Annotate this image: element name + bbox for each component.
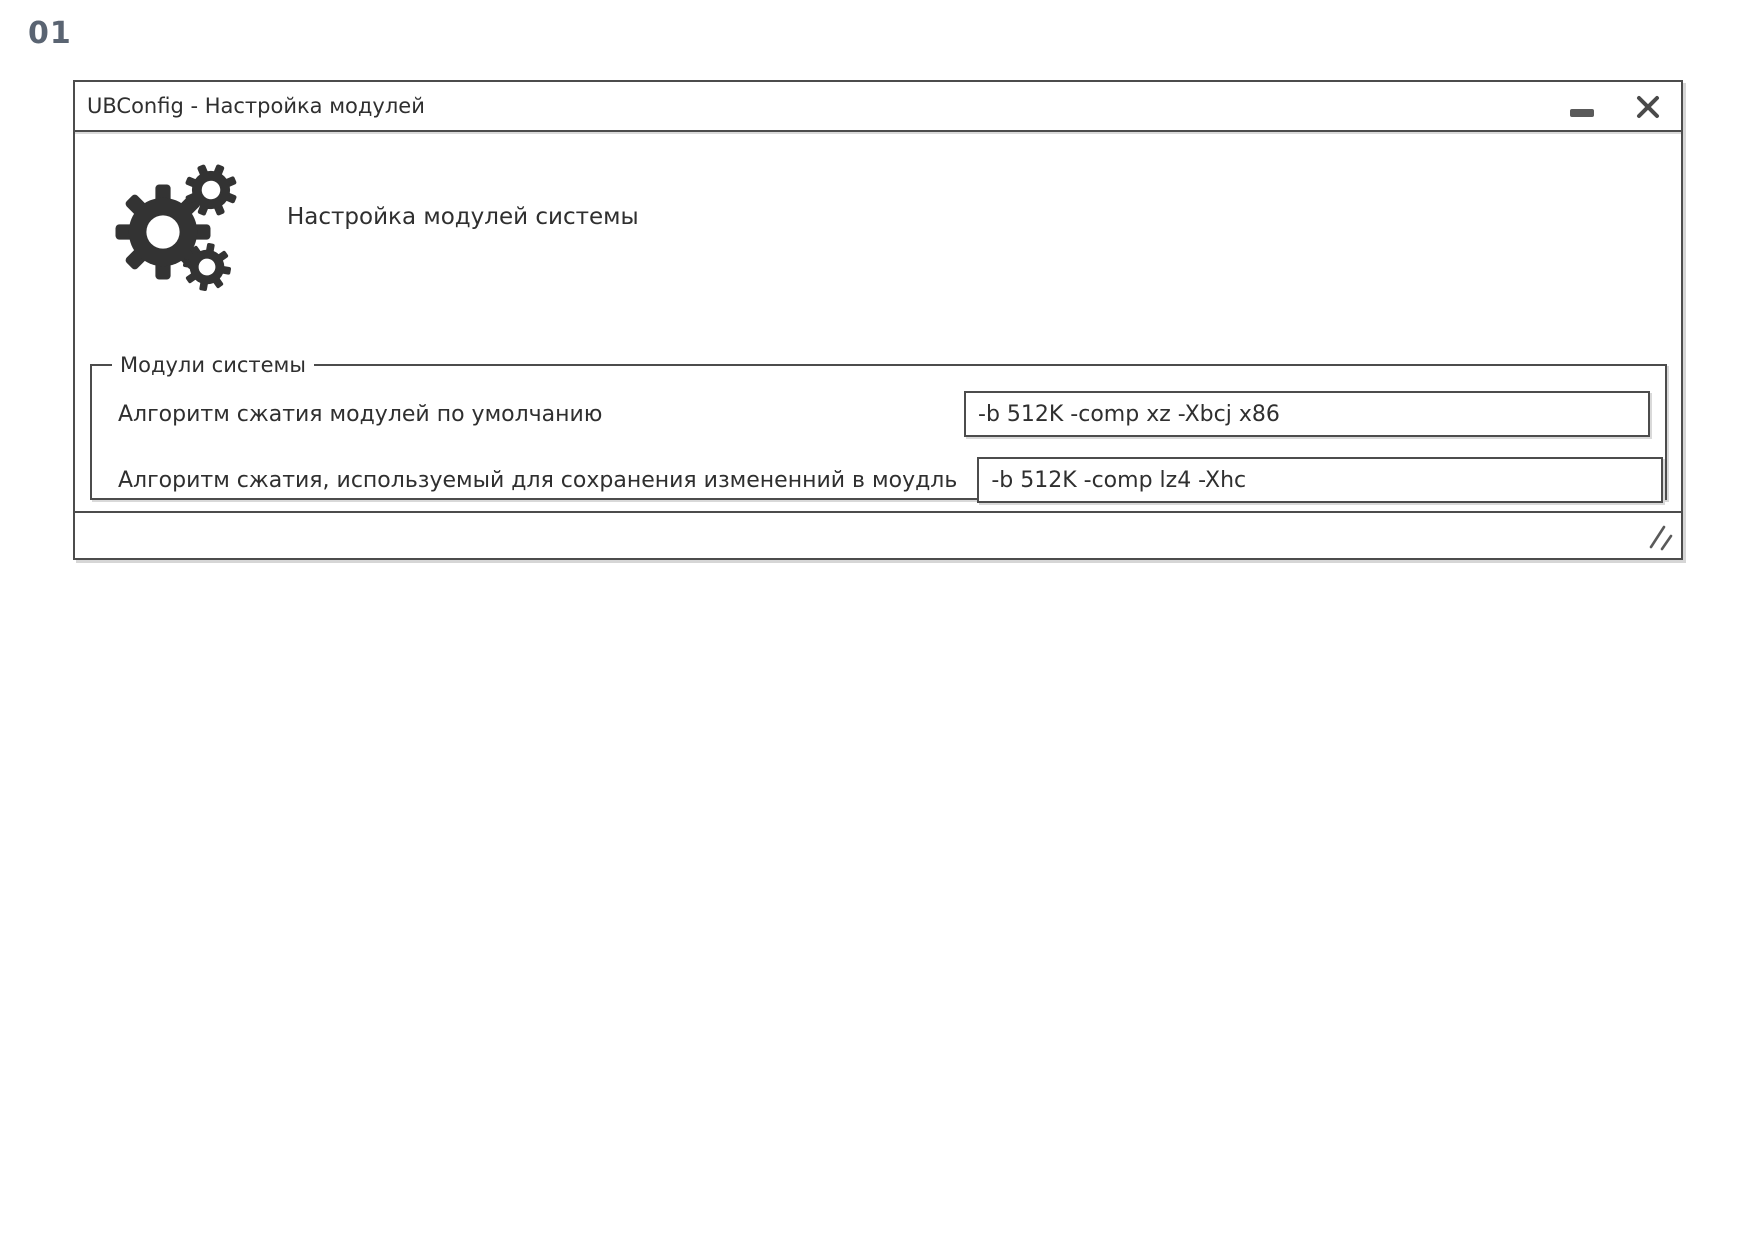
status-bar	[75, 511, 1681, 558]
field-label-default-compression: Алгоритм сжатия модулей по умолчанию	[118, 401, 603, 427]
close-icon	[1634, 93, 1662, 121]
default-compression-input[interactable]	[964, 391, 1650, 437]
save-compression-input[interactable]	[977, 457, 1663, 503]
slide-number: 01	[28, 16, 72, 51]
window-subtitle: Настройка модулей системы	[287, 204, 639, 230]
resize-grip-icon[interactable]	[1647, 523, 1675, 553]
gears-icon	[115, 158, 239, 296]
field-row-default-compression	[118, 391, 1650, 437]
status-text	[75, 525, 85, 546]
minimize-button[interactable]	[1567, 89, 1597, 123]
window-controls	[1567, 89, 1663, 123]
window-title: UBConfig - Настройка модулей	[87, 94, 425, 118]
title-bar[interactable]	[75, 82, 1681, 132]
minimize-icon	[1570, 109, 1594, 117]
field-row-save-compression	[118, 457, 1650, 503]
close-button[interactable]	[1633, 89, 1663, 123]
ubconfig-window	[73, 80, 1683, 560]
field-label-save-compression: Алгоритм сжатия, используемый для сохранения измененний в моудль	[118, 467, 958, 493]
modules-groupbox	[90, 353, 1667, 500]
groupbox-legend: Модули системы	[120, 353, 306, 377]
